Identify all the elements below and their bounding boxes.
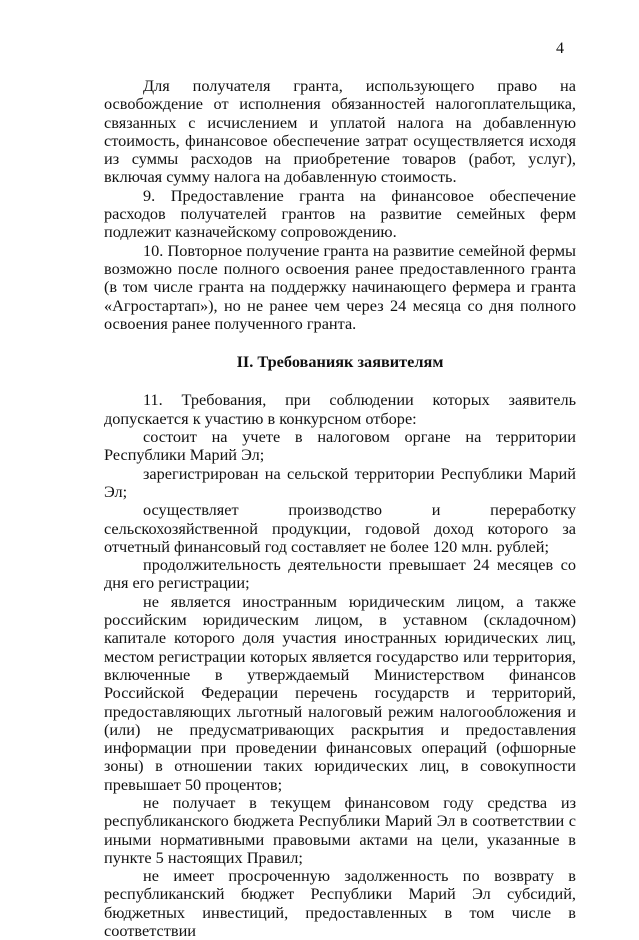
requirement-no-overdue-debt: не имеет просроченную задолженность по возврату в республиканский бюджет Республики Марий Эл субсидий, бюджетных инвестиций, предоставленных в том числе в соответствии — [104, 866, 576, 940]
document-body — [104, 77, 576, 940]
paragraph-11-requirements: 11. Требования, при соблюдении которых заявитель допускается к участию в конкурсном отборе: — [104, 390, 576, 428]
paragraph-10-repeat-grant: 10. Повторное получение гранта на развитие семейной фермы возможно после полного освоения ранее предоставленного гранта (в том числе гранта на поддержку начинающего фермера и гранта «Агростартап»), но не ранее чем через 24 месяца со дня полного освоения ранее полученного гранта. — [104, 240, 576, 333]
section-heading: II. Требованияк заявителям — [236, 352, 444, 372]
paragraph-vat-exemption: Для получателя гранта, использующего право на освобождение от исполнения обязанностей налогоплательщика, связанных с исчислением и уплатой налога на добавленную стоимость, финансовое обеспечение затрат осуществляется исходя из суммы расходов на приобретение товаров (работ, услуг), включая сумму налога на добавленную стоимость. — [104, 76, 576, 187]
paragraph-9-treasury-support: 9. Предоставление гранта на финансовое обеспечение расходов получателей грантов на развитие семейных ферм подлежит казначейскому сопровождению. — [104, 185, 576, 242]
requirement-rural-registration: зарегистрирован на сельской территории Республики Марий Эл; — [104, 463, 576, 501]
requirement-activity-duration: продолжительность деятельности превышает 24 месяцев со дня его регистрации; — [104, 555, 576, 593]
requirement-tax-registration: состоит на учете в налоговом органе на территории Республики Марий Эл; — [104, 427, 576, 465]
page-number: 4 — [556, 40, 564, 57]
requirement-production-income: осуществляет производство и переработку сельскохозяйственной продукции, годовой доход которого за отчетный финансовый год составляет не более 120 млн. рублей; — [104, 500, 576, 556]
requirement-not-foreign-entity: не является иностранным юридическим лицом, а также российским юридическим лицом, в уставном (складочном) капитале которого доля участия иностранных юридических лиц, местом регистрации которых является государство или территория, включенные в утверждаемый Министерством финансов Российской Федерации перечень государств и территорий, предоставляющих льготный налоговый режим налогообложения и (или) не предусматривающих раскрытия и предоставления информации при проведении финансовых операций (офшорные зоны) в отношении таких юридических лиц, в совокупности превышает 50 процентов; — [104, 591, 576, 794]
requirement-no-other-funding: не получает в текущем финансовом году средства из республиканского бюджета Республики Марий Эл в соответствии с иными нормативными правовыми актами на цели, указанные в пункте 5 настоящих Правил; — [104, 792, 576, 867]
